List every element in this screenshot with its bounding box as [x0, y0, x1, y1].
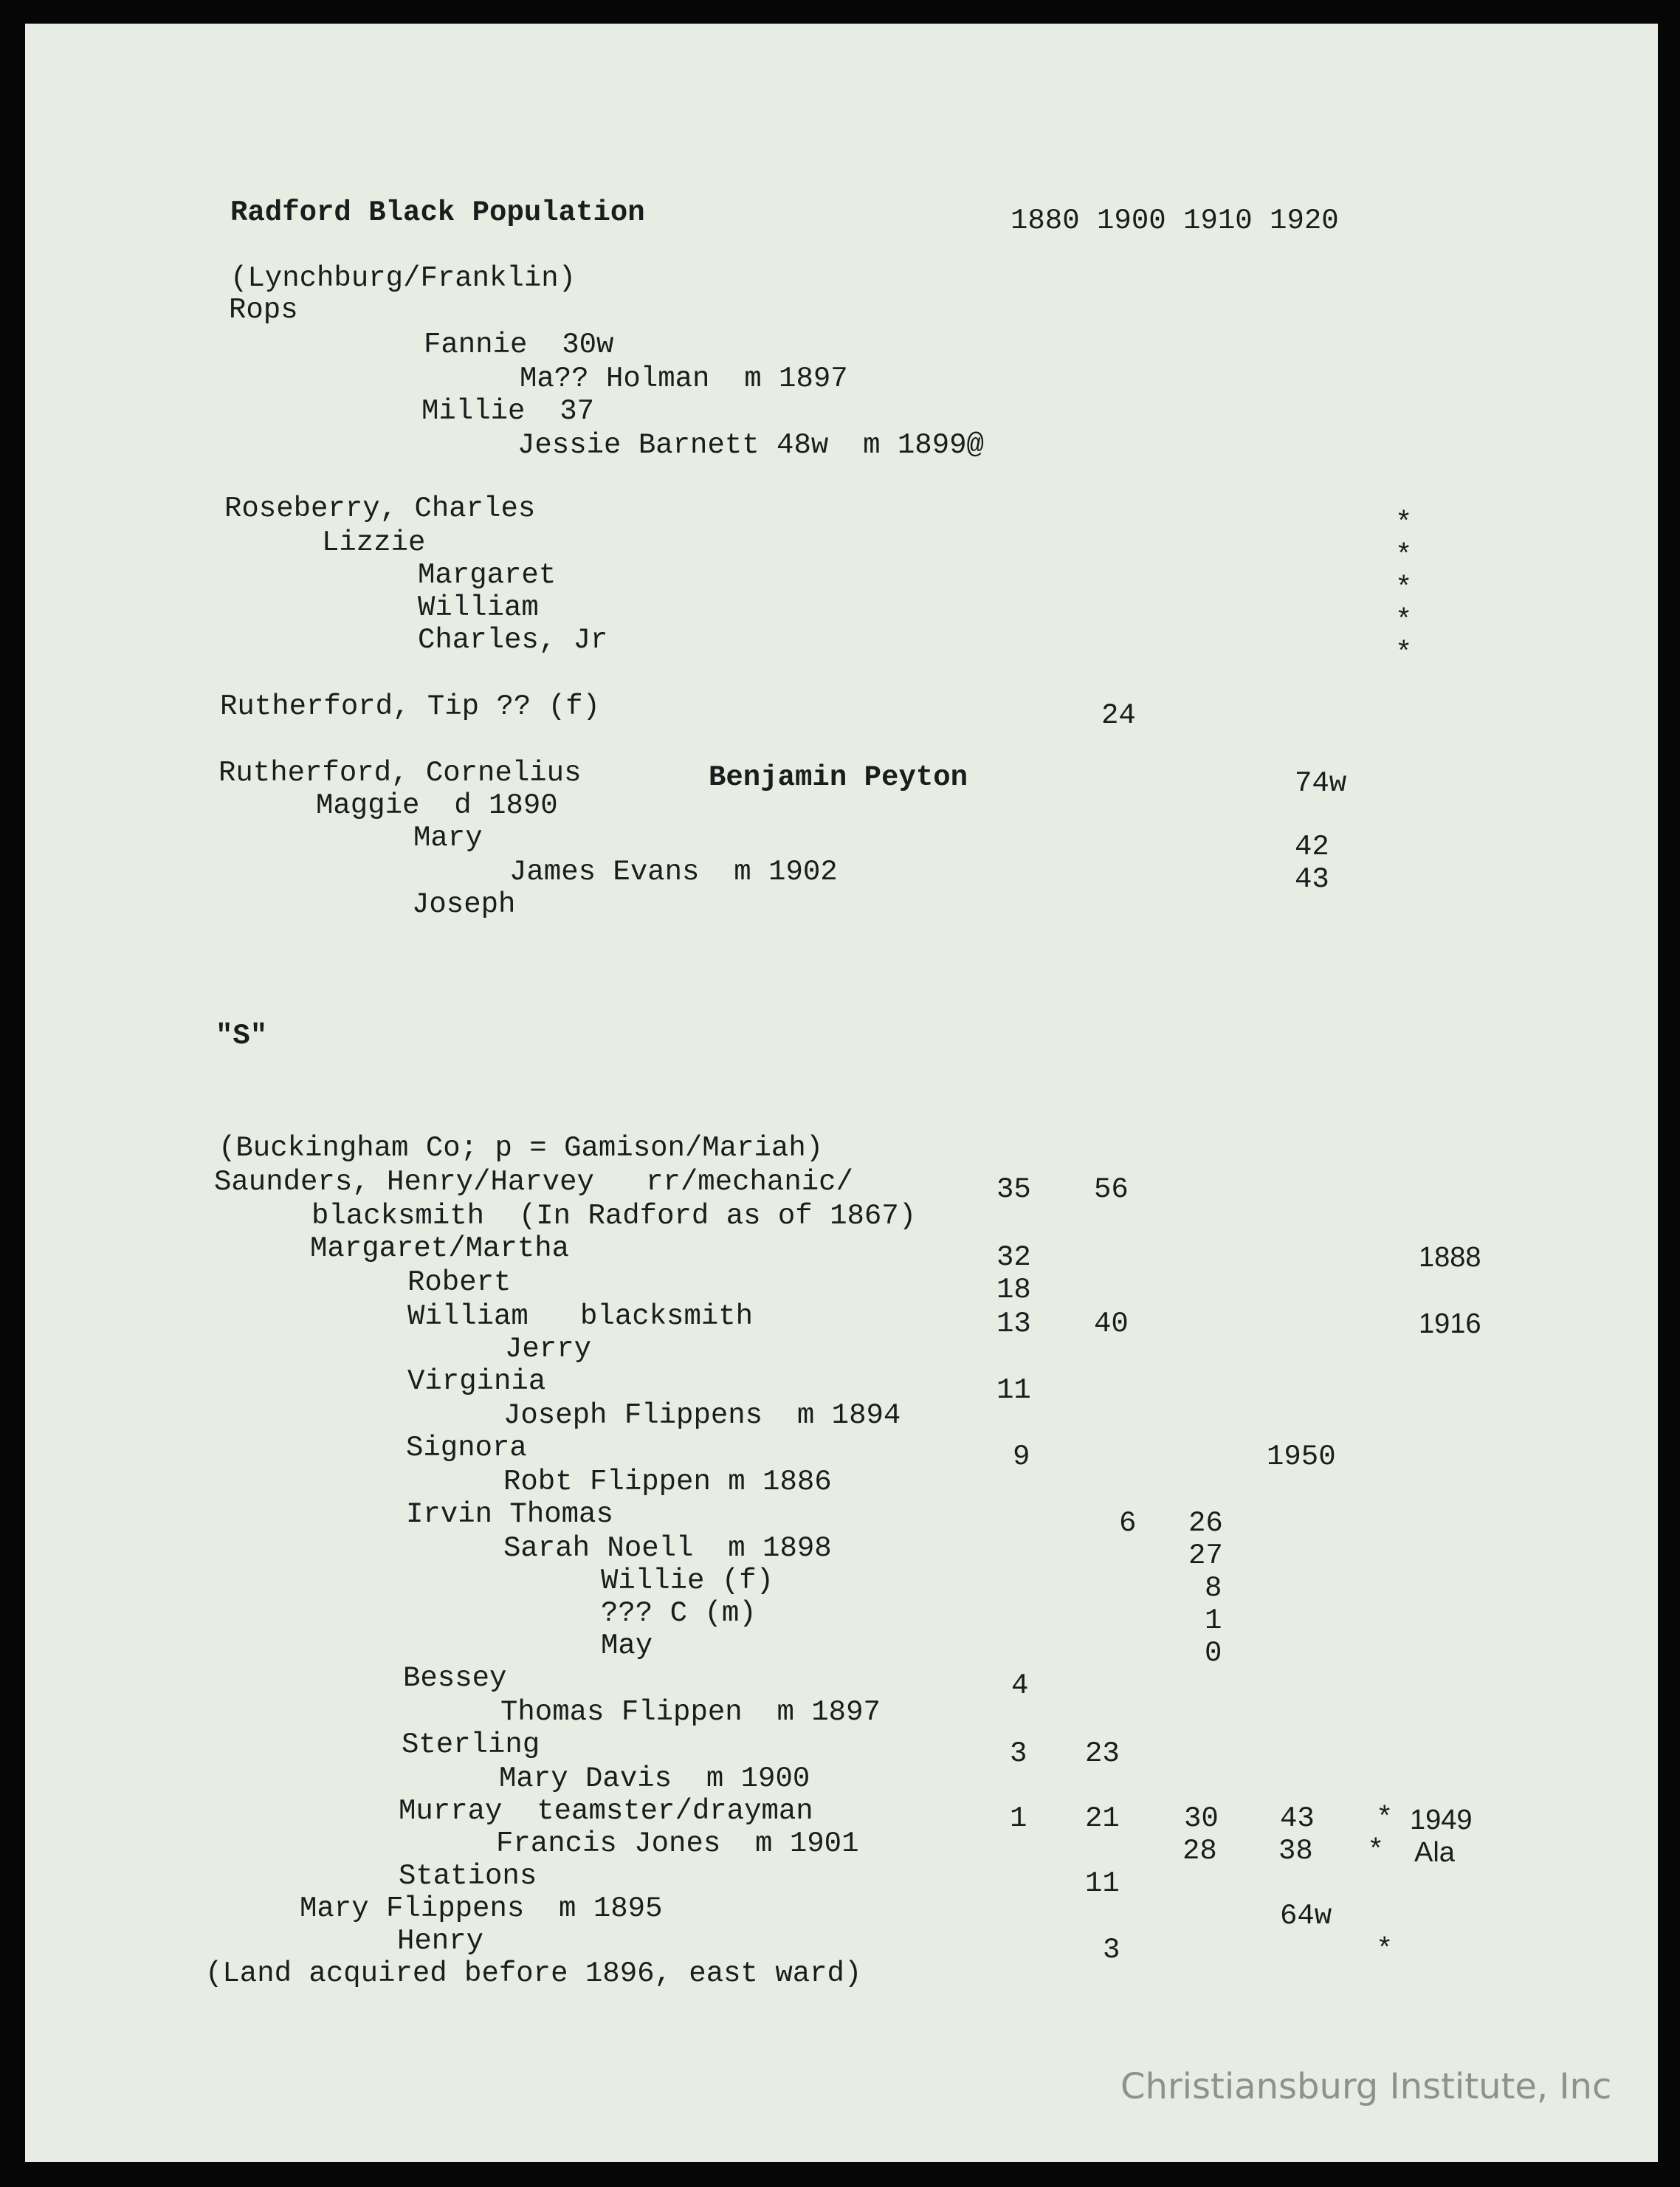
text-line: Bessey	[403, 1662, 507, 1695]
text-line: William blacksmith	[407, 1300, 754, 1333]
value-cell: 23	[1085, 1737, 1120, 1770]
value-cell: 1888	[1419, 1242, 1481, 1273]
text-line: Stations	[399, 1860, 537, 1892]
text-line: Virginia	[407, 1365, 546, 1398]
text-line: Sterling	[402, 1728, 540, 1761]
value-cell: *	[1376, 1934, 1394, 1966]
text-line: May	[601, 1630, 653, 1662]
text-line: Rops	[229, 294, 298, 326]
value-cell: 1950	[1267, 1441, 1336, 1473]
value-cell: 40	[1094, 1308, 1129, 1340]
text-line: Roseberry, Charles	[224, 492, 536, 525]
text-line: Charles, Jr	[418, 624, 608, 656]
text-line: Margaret/Martha	[310, 1232, 570, 1265]
value-cell: *	[1395, 637, 1413, 670]
text-line: Francis Jones m 1901	[496, 1827, 859, 1860]
text-line: Mary Davis m 1900	[499, 1762, 810, 1795]
text-line: Joseph Flippens m 1894	[503, 1399, 901, 1432]
text-line: Fannie 30w	[424, 329, 614, 361]
text-line: Robert	[407, 1266, 512, 1299]
text-line: Jessie Barnett 48w m 1899@	[517, 429, 984, 461]
value-cell: 1949	[1410, 1805, 1473, 1836]
value-cell: 8	[1205, 1572, 1222, 1604]
value-cell: 56	[1094, 1173, 1129, 1206]
value-cell: 1	[1010, 1802, 1027, 1835]
text-line: Mary Flippens m 1895	[300, 1892, 663, 1925]
document-page	[25, 24, 1658, 2162]
text-line: Henry	[397, 1925, 484, 1957]
value-cell: 3	[1103, 1934, 1120, 1966]
value-cell: 18	[996, 1274, 1031, 1306]
text-line: James Evans m 1902	[509, 856, 838, 888]
text-line: blacksmith (In Radford as of 1867)	[311, 1200, 917, 1232]
text-line: Mary	[413, 822, 483, 854]
section-heading: "S"	[216, 1020, 268, 1052]
value-cell: *	[1376, 1802, 1394, 1835]
value-cell: 30	[1184, 1802, 1219, 1835]
text-line: (Lynchburg/Franklin)	[230, 262, 576, 295]
text-line: (Buckingham Co; p = Gamison/Mariah)	[218, 1132, 824, 1164]
text-line: Rutherford, Cornelius	[218, 757, 582, 789]
value-cell: *	[1395, 605, 1413, 637]
value-cell: 1	[1205, 1604, 1222, 1637]
value-cell: 26	[1188, 1507, 1223, 1539]
value-cell: 11	[1085, 1867, 1120, 1900]
text-line: William	[418, 591, 539, 624]
value-cell: 6	[1119, 1507, 1137, 1539]
value-cell: 21	[1085, 1802, 1120, 1835]
value-cell: 64w	[1280, 1900, 1332, 1932]
text-line: Jerry	[505, 1333, 592, 1365]
text-line: Lizzie	[322, 526, 426, 559]
text-line: Murray teamster/drayman	[399, 1795, 813, 1827]
text-line: Millie 37	[421, 395, 595, 428]
value-cell: 32	[996, 1241, 1031, 1274]
text-line: Sarah Noell m 1898	[503, 1532, 832, 1565]
value-cell: 43	[1295, 863, 1329, 896]
text-line: Ma?? Holman m 1897	[520, 363, 848, 395]
value-cell: 1916	[1419, 1308, 1481, 1339]
text-line: Rutherford, Tip ?? (f)	[220, 690, 600, 723]
text-line: Robt Flippen m 1886	[503, 1466, 832, 1498]
value-cell: 27	[1188, 1539, 1223, 1572]
value-cell: 28	[1182, 1835, 1217, 1867]
value-cell: 43	[1280, 1802, 1315, 1835]
text-line: ??? C (m)	[601, 1597, 757, 1630]
text-line: Joseph	[412, 888, 516, 921]
value-cell: 3	[1010, 1737, 1027, 1770]
watermark-text: Christiansburg Institute, Inc	[1120, 2066, 1612, 2107]
value-cell: 35	[996, 1173, 1031, 1206]
text-line: Saunders, Henry/Harvey rr/mechanic/	[214, 1166, 853, 1198]
text-line: Margaret	[418, 559, 557, 591]
value-cell: 24	[1101, 699, 1136, 732]
text-line: (Land acquired before 1896, east ward)	[205, 1957, 862, 1990]
value-cell: 42	[1295, 831, 1329, 863]
text-line: Maggie d 1890	[316, 789, 558, 822]
document-title: Radford Black Population	[230, 196, 645, 229]
value-cell: *	[1395, 572, 1413, 605]
census-year-headers: 1880 1900 1910 1920	[1011, 205, 1339, 237]
text-line: Thomas Flippen m 1897	[500, 1696, 881, 1728]
text-line: Signora	[406, 1432, 527, 1464]
text-line: Willie (f)	[601, 1565, 774, 1597]
value-cell: 11	[996, 1374, 1031, 1407]
value-cell: 74w	[1295, 767, 1347, 800]
value-cell: 9	[1013, 1441, 1030, 1473]
value-cell: 4	[1011, 1669, 1029, 1702]
text-line: Irvin Thomas	[406, 1498, 613, 1531]
value-cell: 13	[996, 1308, 1031, 1340]
value-cell: 0	[1205, 1637, 1222, 1669]
value-cell: *	[1395, 507, 1413, 540]
value-cell: *	[1395, 540, 1413, 572]
value-cell: Ala	[1414, 1837, 1455, 1868]
text-line: Benjamin Peyton	[709, 761, 968, 794]
value-cell: *	[1367, 1835, 1385, 1867]
value-cell: 38	[1278, 1835, 1313, 1867]
